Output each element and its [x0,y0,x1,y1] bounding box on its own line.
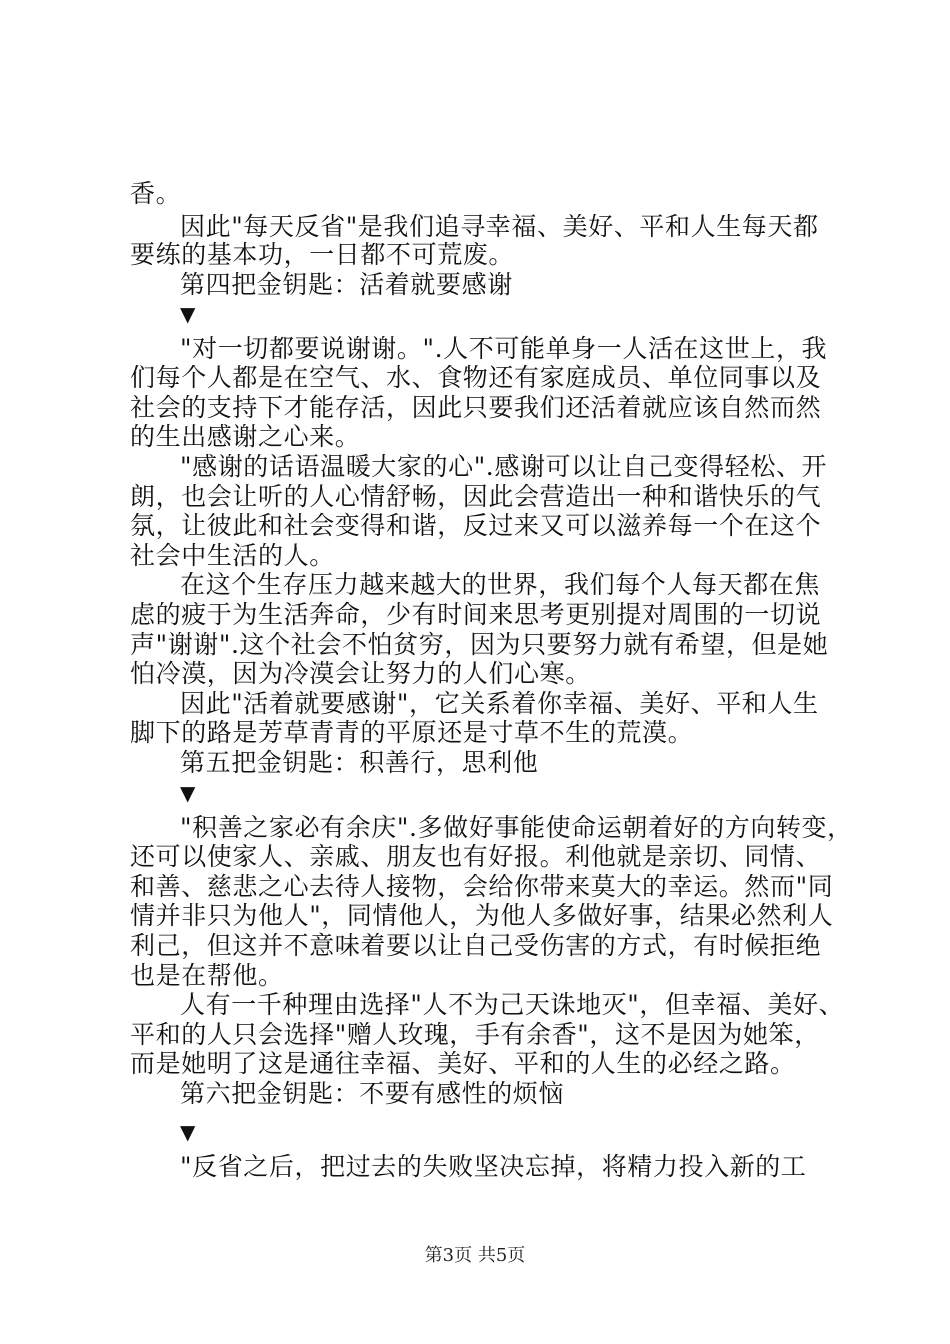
text-line: "对一切都要说谢谢。".人不可能单身一人活在这世上，我 [180,334,828,363]
text-line: 脚下的路是芳草青青的平原还是寸草不生的荒漠。 [130,718,694,747]
text-line: 社会中生活的人。 [130,541,335,570]
section-heading: 第五把金钥匙：积善行，思利他 [180,748,539,777]
text-line: 在这个生存压力越来越大的世界，我们每个人每天都在焦 [180,570,821,599]
text-line: 利己，但这并不意味着要以让自己受伤害的方式，有时候拒绝 [130,931,822,960]
text-line: 人有一千种理由选择"人不为己天诛地灭"，但幸福、美好、 [180,990,845,1019]
text-line: 怕冷漠，因为冷漠会让努力的人们心寒。 [130,659,591,688]
text-line: 社会的支持下才能存活，因此只要我们还活着就应该自然而然 [130,393,822,422]
text-line: 而是她明了这是通往幸福、美好、平和的人生的必经之路。 [130,1049,796,1078]
text-line: 和善、慈悲之心去待人接物，会给你带来莫大的幸运。然而"同 [130,872,834,901]
text-line: 平和的人只会选择"赠人玫瑰，手有余香"，这不是因为她笨， [130,1020,820,1049]
text-line: 还可以使家人、亲戚、朋友也有好报。利他就是亲切、同情、 [130,842,822,871]
text-line: 要练的基本功，一日都不可荒废。 [130,240,515,269]
down-arrow-icon: ▼ [180,781,196,805]
down-arrow-icon: ▼ [180,302,196,326]
text-line: 虑的疲于为生活奔命，少有时间来思考更别提对周围的一切说 [130,600,822,629]
section-heading: 第四把金钥匙：活着就要感谢 [180,270,513,299]
text-line: 也是在帮他。 [130,961,284,990]
text-line: "反省之后，把过去的失败坚决忘掉，将精力投入新的工 [180,1152,807,1181]
page-footer: 第3页 共5页 [424,1245,526,1266]
text-line: "积善之家必有余庆".多做好事能使命运朝着好的方向转变， [180,813,853,842]
text-line: 因此"活着就要感谢"，它关系着你幸福、美好、平和人生 [180,689,819,718]
text-line: 因此"每天反省"是我们追寻幸福、美好、平和人生每天都 [180,212,819,241]
text-line: 香。 [130,179,182,208]
text-line: 的生出感谢之心来。 [130,422,361,451]
text-line: 情并非只为他人"，同情他人，为他人多做好事，结果必然利人 [130,901,834,930]
down-arrow-icon: ▼ [180,1120,196,1144]
text-line: 氛，让彼此和社会变得和谐，反过来又可以滋养每一个在这个 [130,511,822,540]
text-line: 朗，也会让听的人心情舒畅，因此会营造出一种和谐快乐的气 [130,482,822,511]
text-line: "感谢的话语温暖大家的心".感谢可以让自己变得轻松、开 [180,452,828,481]
section-heading: 第六把金钥匙：不要有感性的烦恼 [180,1079,565,1108]
text-line: 们每个人都是在空气、水、食物还有家庭成员、单位同事以及 [130,363,822,392]
text-line: 声"谢谢".这个社会不怕贫穷，因为只要努力就有希望，但是她 [130,630,829,659]
